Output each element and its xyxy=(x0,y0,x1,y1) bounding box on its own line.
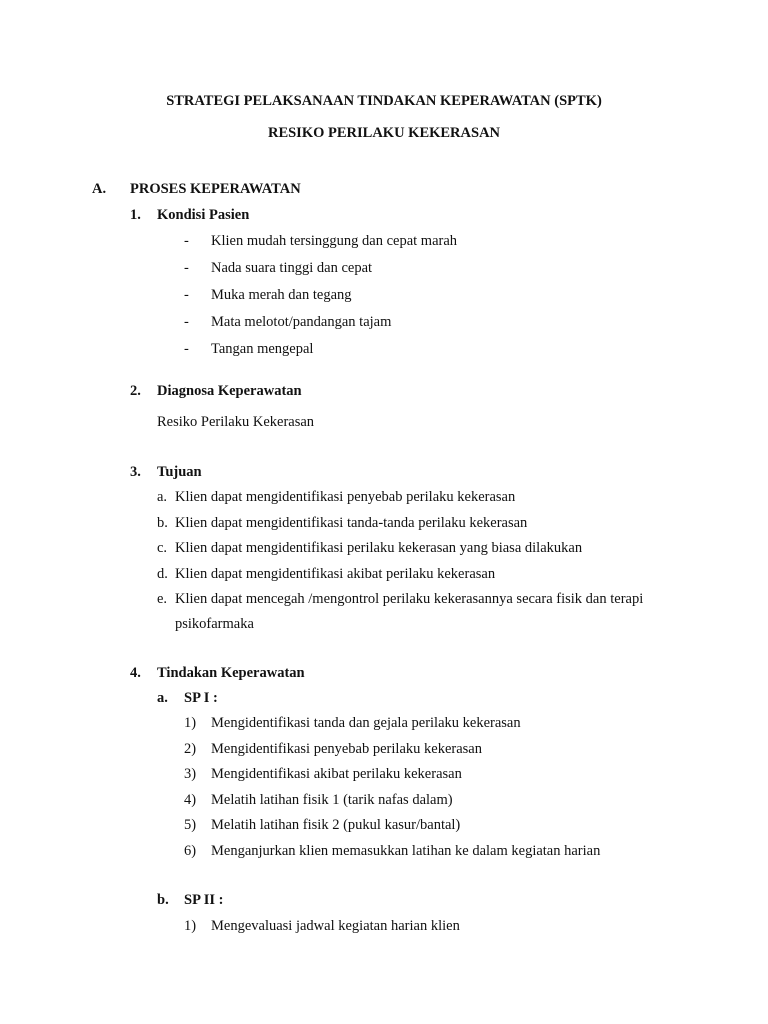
tujuan-item: Klien dapat mengidentifikasi akibat perilaku kekerasan xyxy=(175,566,496,582)
section-marker: A. xyxy=(92,181,107,197)
sp1-item-marker: 3) xyxy=(184,766,197,782)
kondisi-bullet: - xyxy=(184,233,189,249)
kondisi-bullet: - xyxy=(184,287,189,303)
sp1-item: Mengidentifikasi tanda dan gejala perilaku kekerasan xyxy=(211,715,521,731)
tujuan-item: Klien dapat mengidentifikasi perilaku kekerasan yang biasa dilakukan xyxy=(175,540,583,556)
tindakan-heading: Tindakan Keperawatan xyxy=(157,665,305,681)
sp1-item: Mengidentifikasi penyebab perilaku kekerasan xyxy=(211,741,482,757)
kondisi-item: Tangan mengepal xyxy=(211,341,314,357)
kondisi-number: 1. xyxy=(130,207,141,223)
kondisi-item: Mata melotot/pandangan tajam xyxy=(211,314,392,330)
diagnosa-text: Resiko Perilaku Kekerasan xyxy=(157,414,315,430)
sp2-item: Mengevaluasi jadwal kegiatan harian klien xyxy=(211,918,460,934)
kondisi-item: Klien mudah tersinggung dan cepat marah xyxy=(211,233,458,249)
tujuan-marker: c. xyxy=(157,540,168,556)
diagnosa-heading: Diagnosa Keperawatan xyxy=(157,383,302,399)
tujuan-item: Klien dapat mengidentifikasi tanda-tanda perilaku kekerasan xyxy=(175,515,528,531)
sp1-item-marker: 1) xyxy=(184,715,197,731)
document-title: STRATEGI PELAKSANAAN TINDAKAN KEPERAWATAN (SPTK) xyxy=(166,93,602,109)
tujuan-number: 3. xyxy=(130,464,141,480)
diagnosa-number: 2. xyxy=(130,383,141,399)
kondisi-bullet: - xyxy=(184,314,189,330)
section-heading: PROSES KEPERAWATAN xyxy=(130,181,301,197)
tujuan-marker: a. xyxy=(157,489,168,505)
tujuan-marker: e. xyxy=(157,591,168,607)
tujuan-marker: d. xyxy=(157,566,168,582)
kondisi-bullet: - xyxy=(184,341,189,357)
sp1-item-marker: 6) xyxy=(184,843,197,859)
tujuan-item-continuation: psikofarmaka xyxy=(175,616,254,632)
sp1-heading: SP I : xyxy=(184,690,218,706)
tujuan-marker: b. xyxy=(157,515,168,531)
sp2-marker: b. xyxy=(157,892,169,908)
tujuan-item: Klien dapat mengidentifikasi penyebab perilaku kekerasan xyxy=(175,489,516,505)
tujuan-heading: Tujuan xyxy=(157,464,202,480)
sp1-item: Melatih latihan fisik 1 (tarik nafas dalam) xyxy=(211,792,453,808)
document-subtitle: RESIKO PERILAKU KEKERASAN xyxy=(267,125,501,141)
sp1-marker: a. xyxy=(157,690,168,706)
sp1-item-marker: 2) xyxy=(184,741,197,757)
sp1-item: Mengidentifikasi akibat perilaku kekerasan xyxy=(211,766,462,782)
tujuan-item: Klien dapat mencegah /mengontrol perilaku kekerasannya secara fisik dan terapi xyxy=(175,591,644,607)
sp2-item-marker: 1) xyxy=(184,918,197,934)
sp1-item: Menganjurkan klien memasukkan latihan ke dalam kegiatan harian xyxy=(211,843,601,859)
kondisi-heading: Kondisi Pasien xyxy=(157,207,250,223)
kondisi-item: Muka merah dan tegang xyxy=(211,287,352,303)
kondisi-bullet: - xyxy=(184,260,189,276)
sp1-item-marker: 5) xyxy=(184,817,197,833)
sp2-heading: SP II : xyxy=(184,892,224,908)
sp1-item-marker: 4) xyxy=(184,792,197,808)
sp1-item: Melatih latihan fisik 2 (pukul kasur/bantal) xyxy=(211,817,461,833)
kondisi-item: Nada suara tinggi dan cepat xyxy=(211,260,373,276)
tindakan-number: 4. xyxy=(130,665,141,681)
